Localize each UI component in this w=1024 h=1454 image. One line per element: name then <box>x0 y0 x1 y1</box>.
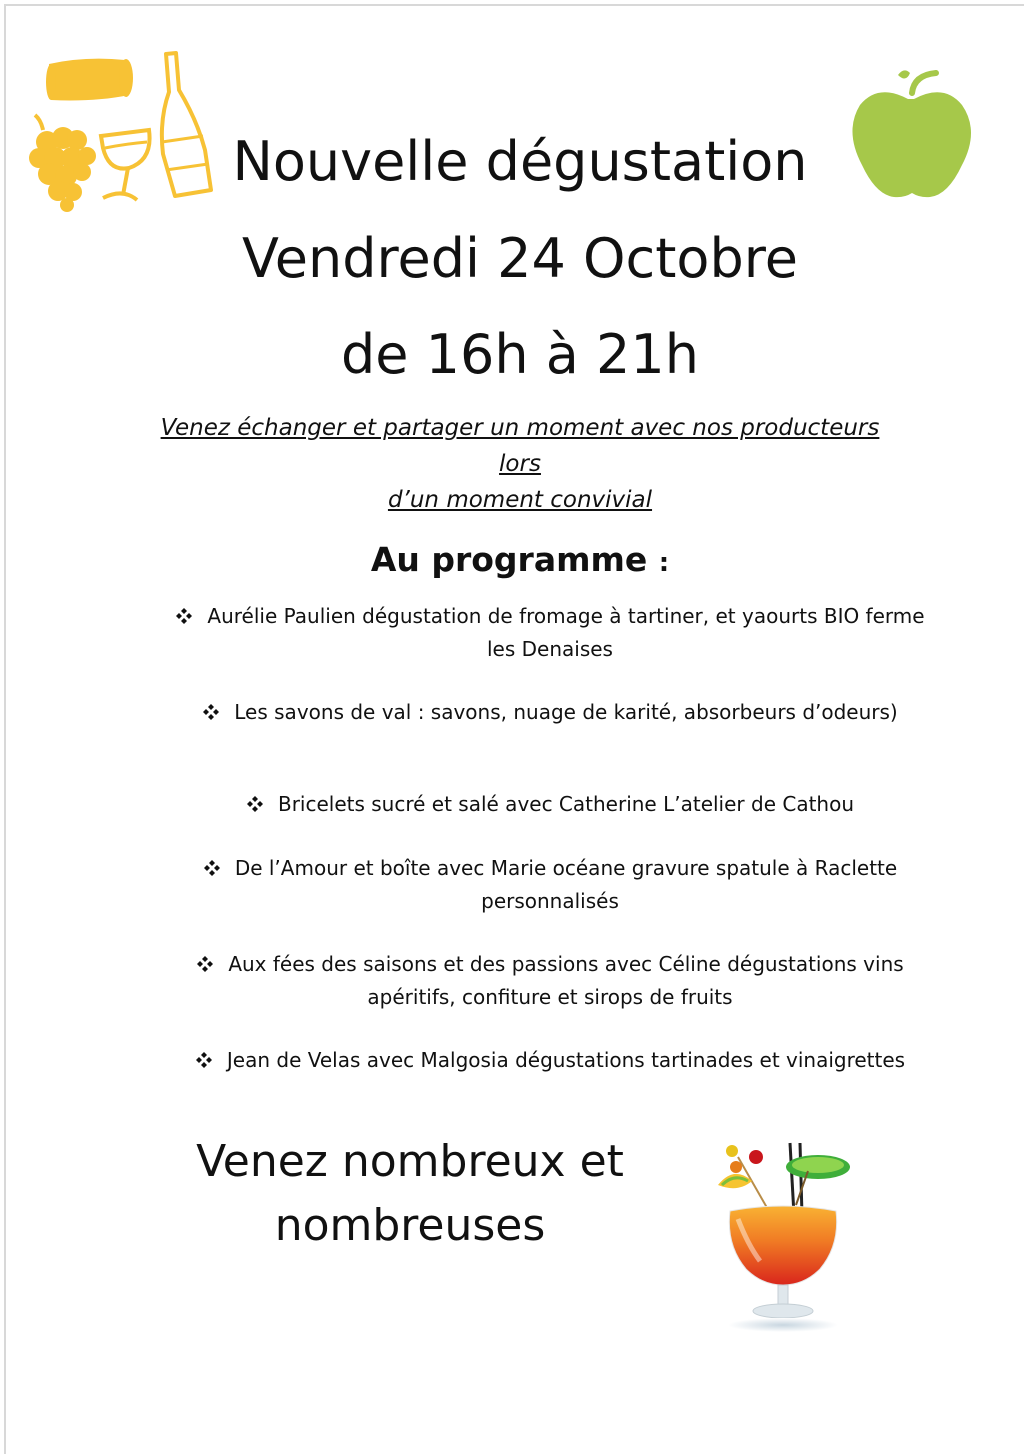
programme-item-line-1: Aux fées des saisons et des passions avec Céline dégustations vins <box>228 952 904 976</box>
programme-title-colon: : <box>658 548 670 578</box>
diamond-bullet-icon <box>202 703 220 721</box>
programme-item-line-1: Les savons de val : savons, nuage de karité, absorbeurs d’odeurs) <box>234 700 898 724</box>
intro-line-1: Venez échanger et partager un moment avec nos producteurs lors <box>160 415 880 477</box>
title-line-date: Vendredi 24 Octobre <box>242 227 798 290</box>
programme-item-line-1: Bricelets sucré et salé avec Catherine L’atelier de Cathou <box>277 792 855 816</box>
title-line-event: Nouvelle dégustation <box>232 130 808 193</box>
programme-item <box>150 788 950 821</box>
programme-item-line-2: apéritifs, confiture et sirops de fruits <box>367 985 733 1009</box>
intro-line-2: d’un moment convivial <box>387 487 653 513</box>
closing-line-1: Venez nombreux et <box>196 1136 624 1187</box>
programme-item-line-1: Jean de Velas avec Malgosia dégustations tartinades et vinaigrettes <box>226 1048 906 1072</box>
intro-text <box>150 410 890 518</box>
diamond-bullet-icon <box>175 607 193 625</box>
diamond-bullet-icon <box>196 955 214 973</box>
programme-title-text: Au programme <box>370 540 648 579</box>
programme-title <box>0 540 1024 583</box>
title-line-hours: de 16h à 21h <box>341 323 699 386</box>
programme-item <box>150 1044 950 1077</box>
diamond-bullet-icon <box>203 859 221 877</box>
diamond-bullet-icon <box>246 795 264 813</box>
programme-item-line-2: personnalisés <box>481 889 619 913</box>
closing-line-2: nombreuses <box>274 1200 546 1251</box>
programme-item-line-1: De l’Amour et boîte avec Marie océane gravure spatule à Raclette <box>234 856 898 880</box>
cocktail-icon <box>708 1135 858 1335</box>
programme-item <box>150 600 950 666</box>
programme-item-line-1: Aurélie Paulien dégustation de fromage à tartiner, et yaourts BIO ferme <box>207 604 925 628</box>
diamond-bullet-icon <box>195 1051 213 1069</box>
closing-text <box>170 1130 650 1258</box>
programme-item <box>150 948 950 1014</box>
programme-item-line-2: les Denaises <box>487 637 613 661</box>
programme-item <box>150 696 950 729</box>
programme-item <box>150 852 950 918</box>
